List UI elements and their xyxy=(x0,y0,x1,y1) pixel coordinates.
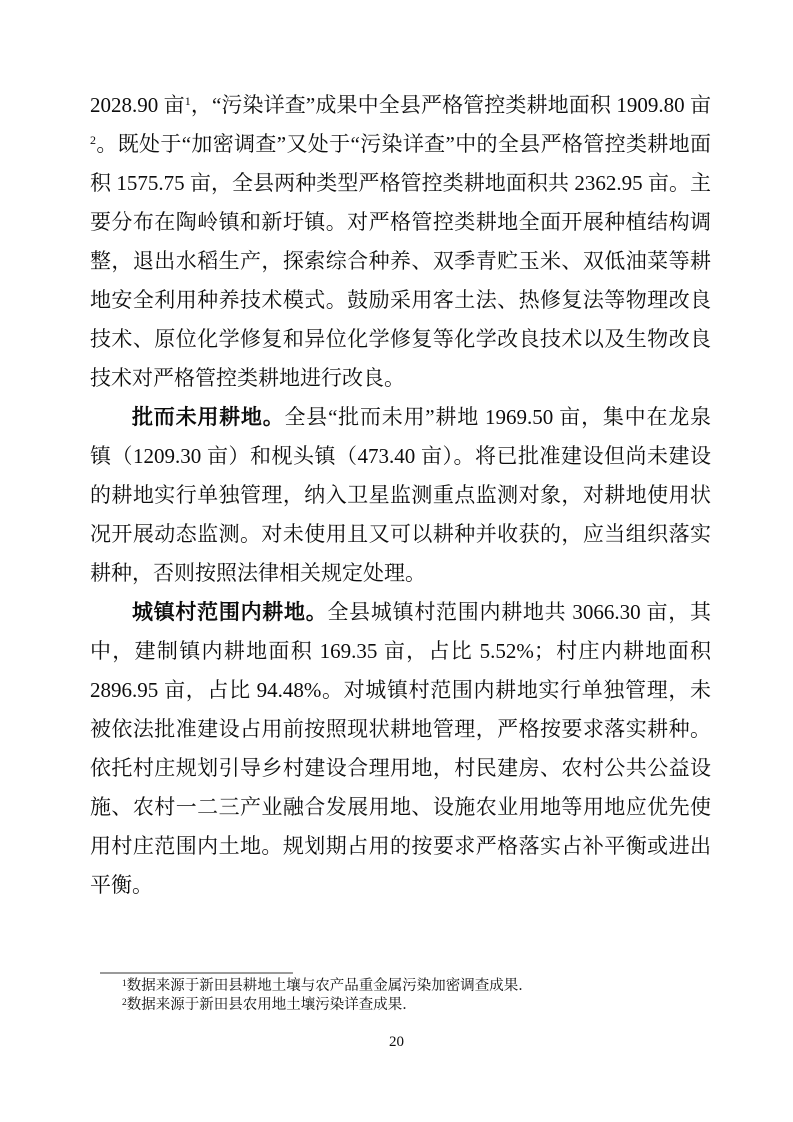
paragraph-continuation xyxy=(90,86,711,398)
footnote-separator-rule xyxy=(100,972,293,974)
paragraph-lead-bold: 城镇村范围内耕地。 xyxy=(132,600,328,624)
footnote-text: 数据来源于新田县耕地土壤与农产品重金属污染加密调查成果． xyxy=(126,978,533,994)
paragraph-text: 全县城镇村范围内耕地共 3066.30 亩，其中，建制镇内耕地面积 169.35 亩，占比 5.52%；村庄内耕地面积 2896.95 亩，占比 94.48%。对城镇村范围内耕地实行单独管理，未被依法批准建设占用前按照现状耕地管理，严格按要求落实耕种。依托村庄规划引导乡村建设合理用地，村民建房、农村公共公益设施、农村一二三产业融合发展用地、设施农业用地等用地应优先使用村庄范围内土地。规划期占用的按要求严格落实占补平衡或进出平衡。 xyxy=(90,600,711,897)
footnote-marker-1: 1 xyxy=(122,979,127,989)
footnote-ref-1: 1 xyxy=(184,94,191,108)
page-number: 20 xyxy=(389,1034,404,1050)
paragraph-text: ，“污染详查”成果中全县严格管控类耕地面积 1909.80 亩 xyxy=(190,93,712,117)
document-body xyxy=(90,86,711,905)
paragraph-urban-village-land xyxy=(90,593,711,905)
footnote-marker-2: 2 xyxy=(122,997,127,1008)
footnote-2 xyxy=(90,996,711,1015)
footnote-1 xyxy=(90,977,711,996)
paragraph-text: 全县“批而未用”耕地 1969.50 亩，集中在龙泉镇（1209.30 亩）和枧头镇（473.40 亩）。将已批准建设但尚未建设的耕地实行单独管理，纳入卫星监测重点监测对象，对耕地使用状况开展动态监测。对未使用且又可以耕种并收获的，应当组织落实耕种，否则按照法律相关规定处理。 xyxy=(90,405,712,585)
paragraph-lead-bold: 批而未用耕地。 xyxy=(132,405,285,429)
paragraph-approved-unused-land xyxy=(90,398,711,593)
paragraph-text: 。既处于“加密调查”又处于“污染详查”中的全县严格管控类耕地面积 1575.75 亩，全县两种类型严格管控类耕地面积共 2362.95 亩。主要分布在陶岭镇和新圩镇。对严格管控类耕地全面开展种植结构调整，退出水稻生产，探索综合种养、双季青贮玉米、双低油菜等耕地安全利用种养技术模式。鼓励采用客土法、热修复法等物理改良技术、原位化学修复和异位化学修复等化学改良技术以及生物改良技术对严格管控类耕地进行改良。 xyxy=(90,132,711,390)
footnotes-section xyxy=(90,977,711,1014)
footnote-text: 数据来源于新田县农用地土壤污染详查成果． xyxy=(126,996,417,1013)
paragraph-text: 2028.90 亩 xyxy=(90,93,185,117)
footnote-ref-2: 2 xyxy=(90,133,96,147)
